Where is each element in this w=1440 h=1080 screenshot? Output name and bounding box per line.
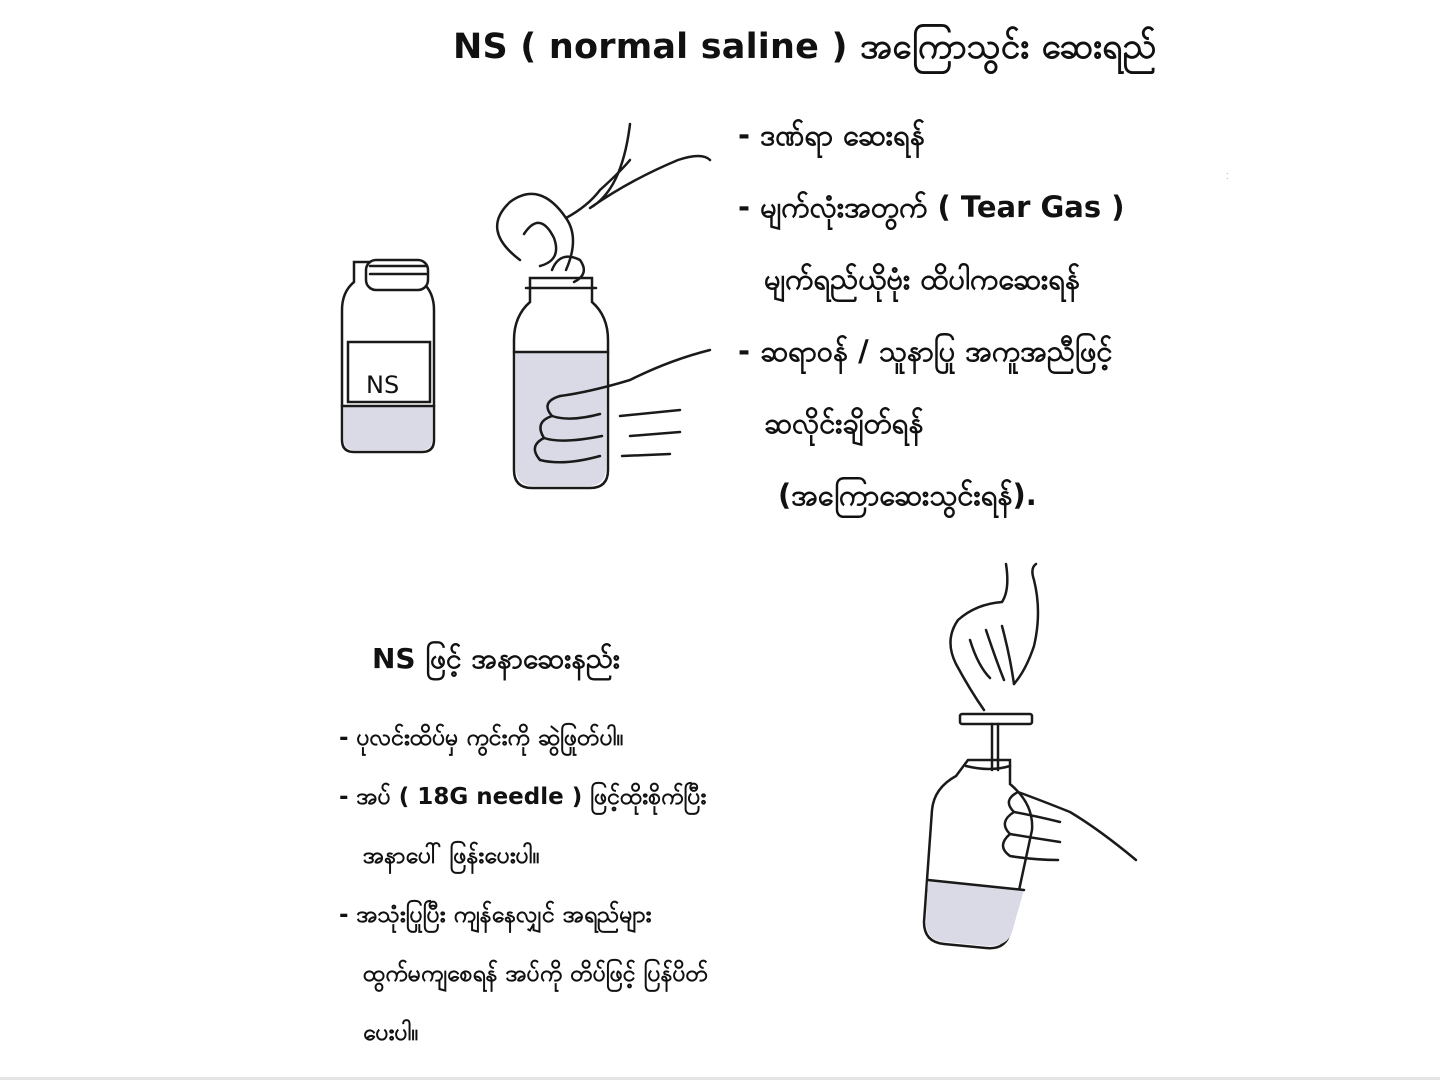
step-item: ပေးပါ။ bbox=[363, 1020, 419, 1046]
bottle-illustration-opening bbox=[330, 110, 750, 510]
step-item: အနာပေါ် ဖြန်းပေးပါ။ bbox=[363, 843, 540, 869]
step-item: - အပ် ( 18G needle ) ဖြင့်ထိုးစိုက်ပြီး bbox=[339, 784, 707, 810]
ns-bottle-icon bbox=[342, 260, 434, 452]
bottle-icon bbox=[924, 760, 1032, 948]
decorative-speck: ⁚ bbox=[1226, 172, 1229, 181]
method-title: NS ဖြင့် အနာဆေးနည်း bbox=[372, 642, 620, 675]
step-item: ထွက်မကျစေရန် အပ်ကို တိပ်ဖြင့် ပြန်ပိတ် bbox=[363, 961, 708, 987]
use-item: - ဒဏ်ရာ ဆေးရန် bbox=[738, 118, 925, 152]
ns-label: NS bbox=[366, 371, 400, 399]
method-steps bbox=[339, 716, 899, 1070]
hand-icon bbox=[497, 124, 710, 282]
use-item: (အကြောဆေးသွင်းရန်). bbox=[778, 478, 1037, 512]
use-item: မျက်ရည်ယိုဗုံး ထိပါကဆေးရန် bbox=[764, 262, 1081, 296]
page-title: NS ( normal saline ) အကြောသွင်း ဆေးရည် bbox=[453, 27, 1157, 67]
step-item: - ပုလင်းထိပ်မှ ကွင်းကို ဆွဲဖြုတ်ပါ။ bbox=[339, 725, 624, 751]
needle-bottle-illustration bbox=[910, 560, 1150, 960]
use-item: ဆလိုင်းချိတ်ရန် bbox=[764, 406, 924, 440]
use-item: - မျက်လုံးအတွက် ( Tear Gas ) bbox=[738, 190, 1125, 224]
step-item: - အသုံးပြုပြီး ကျန်နေလျှင် အရည်များ bbox=[339, 902, 652, 928]
use-item: - ဆရာဝန် / သူနာပြု အကူအညီဖြင့် bbox=[738, 334, 1113, 368]
uses-list bbox=[738, 110, 1298, 542]
